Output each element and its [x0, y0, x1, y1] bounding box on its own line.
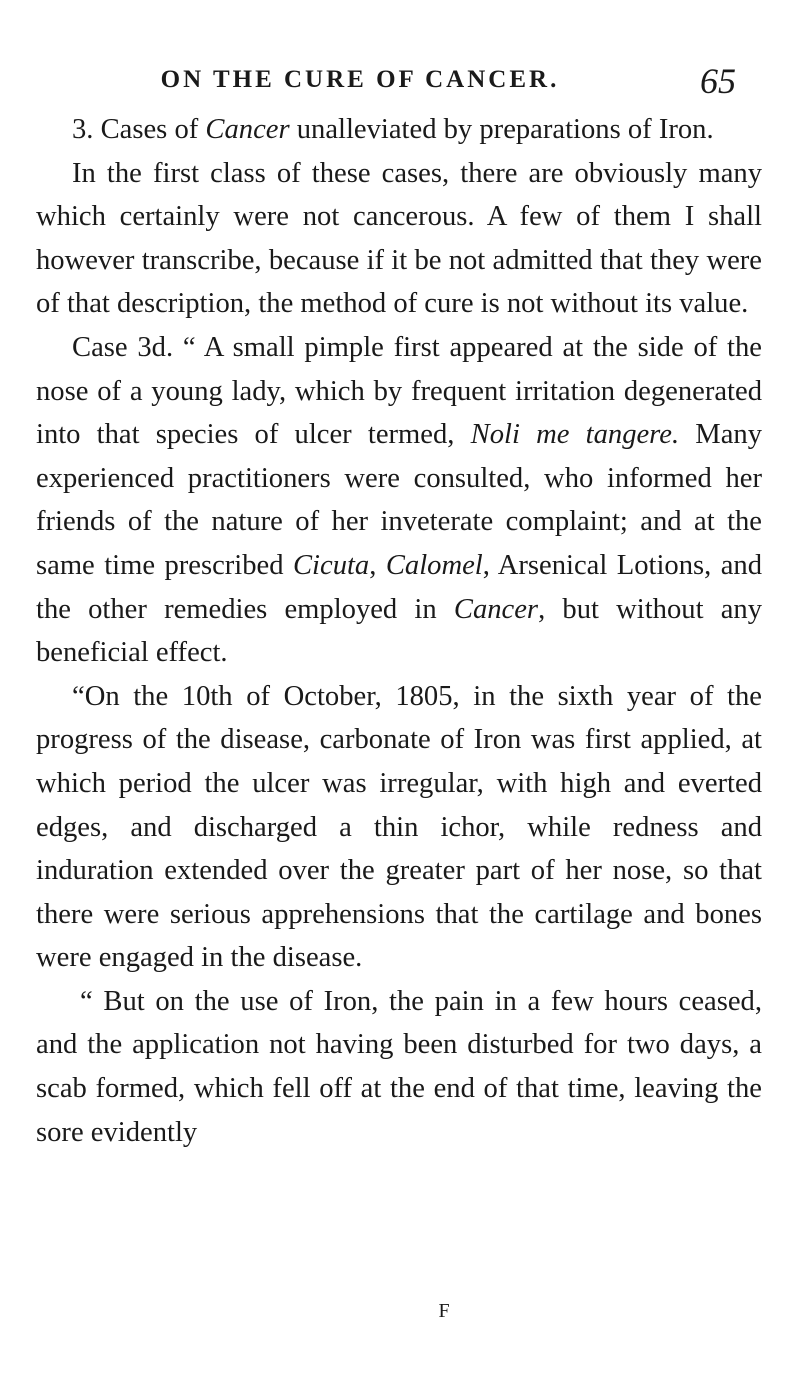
- italic-run: Calomel: [385, 549, 483, 581]
- running-head: [0, 61, 800, 106]
- page-number: 65: [700, 61, 736, 101]
- signature-mark: F: [438, 1300, 450, 1322]
- text-run: In the first class of these cases, there are obviously many which certainly were not cancerous. A few of them I shall however transcribe, because if it be not admitted that they were of that description, the method of cure is not without its value.: [36, 157, 762, 320]
- italic-run: Noli me tangere.: [470, 419, 680, 451]
- text-run: “ But on the use of Iron, the pain in a few hours ceased, and the application not having been disturbed for two days, a scab formed, which fell off at the end of that time, leaving the sore evidently: [36, 985, 762, 1148]
- text-run: unalleviated by preparations of Iron.: [289, 114, 714, 145]
- paragraph-case: [36, 326, 762, 675]
- text-run: , but without any beneficial effect.: [36, 593, 762, 669]
- text-run: “On the 10th of October, 1805, in the sixth year of the progress of the disease, carbonate of Iron was first applied, at which period the ulcer was irregular, with high and everted edges, and discharged a thin ichor, while redness and induration extended over the greater part of her nose, so that there were serious apprehensions that the cartilage and bones were engaged in the disease.: [36, 680, 762, 974]
- italic-run: Cancer: [453, 593, 539, 625]
- paragraph: [36, 675, 762, 980]
- running-title: ON THE CURE OF CANCER.: [160, 66, 560, 93]
- italic-run: Cicuta: [292, 549, 370, 581]
- text-run: Case 3d. “ A small pimple first appeared at the side of the nose of a young lady, which by frequent irritation degenerated into that species of ulcer termed,: [36, 331, 762, 451]
- paragraph: [36, 152, 762, 326]
- text-run: ,: [369, 549, 386, 581]
- section-heading: [36, 108, 762, 152]
- text-run: 3. Cases of: [72, 114, 206, 145]
- body-text: [36, 108, 762, 1154]
- paragraph: [36, 980, 762, 1154]
- text-run: , Arsenical Lotions, and the other remedies employed in: [36, 549, 762, 625]
- text-run: Many experienced practitioners were consulted, who informed her friends of the nature of her inveterate complaint; and at the same time prescribed: [36, 419, 763, 581]
- italic-run: Cancer: [205, 114, 290, 145]
